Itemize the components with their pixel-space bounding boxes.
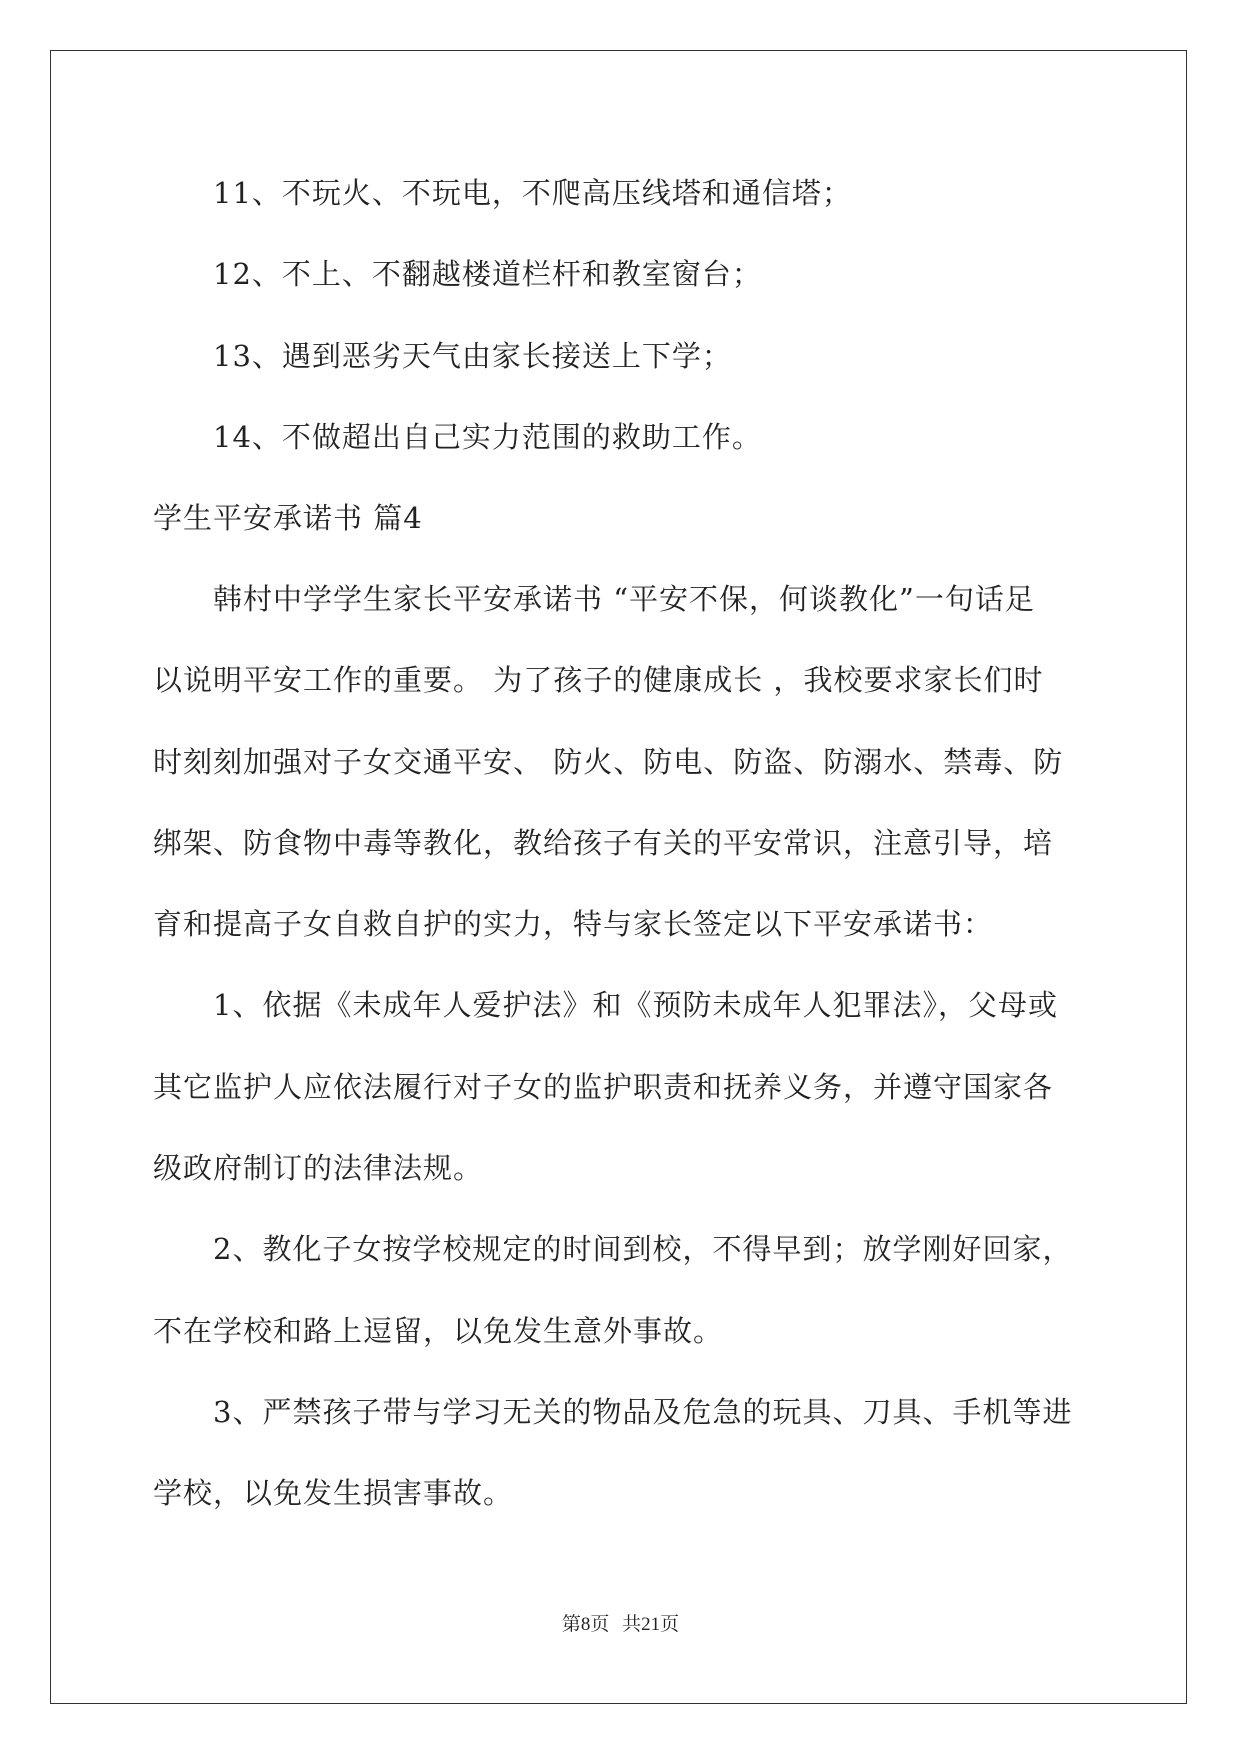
paragraph-line: 时刻刻加强对子女交通平安、 防火、防电、防盗、防溺水、禁毒、防: [153, 745, 1064, 779]
paragraph-line: 不在学校和路上逗留，以免发生意外事故。: [153, 1314, 724, 1348]
paragraph-line: 韩村中学学生家长平安承诺书 “平安不保，何谈教化”一句话足: [213, 582, 1035, 616]
list-item-14: 14、不做超出自己实力范围的救助工作。: [213, 420, 762, 454]
paragraph-line: 1、依据《未成年人爱护法》和《预防未成年人犯罪法》，父母或: [213, 988, 1058, 1022]
list-item-12: 12、不上、不翻越楼道栏杆和教室窗台；: [213, 257, 762, 291]
paragraph-line: 以说明平安工作的重要。 为了孩子的健康成长 ，我校要求家长们时: [153, 663, 1044, 697]
list-item-11: 11、不玩火、不玩电，不爬高压线塔和通信塔；: [213, 176, 852, 210]
section-heading: 学生平安承诺书 篇4: [153, 501, 423, 535]
paragraph-line: 3、严禁孩子带与学习无关的物品及危急的玩具、刀具、手机等进: [213, 1395, 1073, 1429]
paragraph-line: 其它监护人应依法履行对子女的监护职责和抚养义务，并遵守国家各: [153, 1070, 1054, 1104]
page-footer: [0, 1613, 1241, 1637]
paragraph-line: 级政府制订的法律法规。: [153, 1151, 484, 1185]
paragraph-line: 绑架、防食物中毒等教化，教给孩子有关的平安常识，注意引导，培: [153, 826, 1054, 860]
paragraph-line: 育和提高子女自救自护的实力，特与家长签定以下平安承诺书：: [153, 907, 994, 941]
page-number: 第8页: [561, 1614, 610, 1635]
page-border: [50, 50, 1187, 1704]
paragraph-line: 学校，以免发生损害事故。: [153, 1476, 514, 1510]
list-item-13: 13、遇到恶劣天气由家长接送上下学；: [213, 339, 732, 373]
page-total: 共21页: [622, 1614, 680, 1635]
paragraph-line: 2、教化子女按学校规定的时间到校，不得早到；放学刚好回家，: [213, 1232, 1073, 1266]
